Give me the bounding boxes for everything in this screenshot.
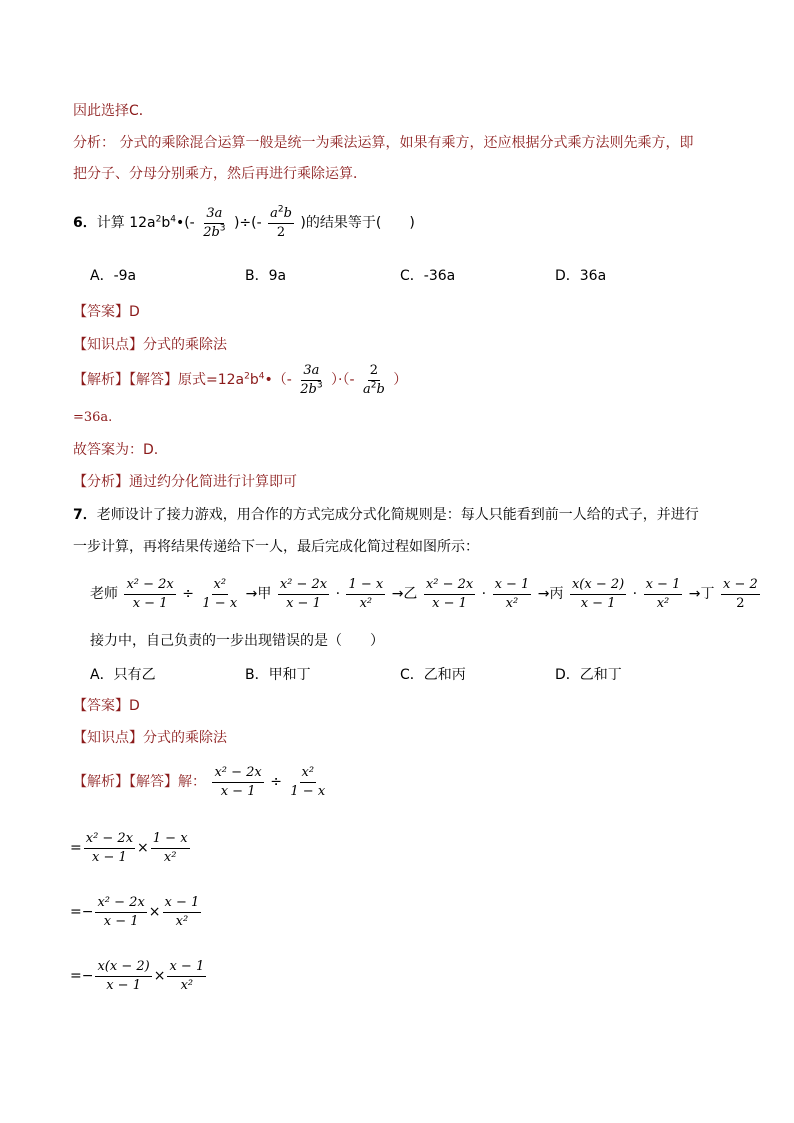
- denominator: x − 1: [220, 783, 256, 799]
- fraction: [200, 576, 239, 613]
- q6-knowledge-point: [73, 335, 227, 355]
- denominator: 1 − x: [290, 783, 326, 799]
- fraction-3a-over-2b3: [298, 362, 324, 399]
- numerator: x² − 2x: [212, 764, 263, 783]
- solution-prefix: 解：: [178, 774, 206, 790]
- question-number: 7．: [73, 507, 97, 523]
- q7-solution-start: [73, 760, 329, 804]
- open-paren: (-: [184, 215, 195, 231]
- numerator-a: a: [270, 205, 278, 221]
- equals: =: [70, 840, 82, 856]
- numerator: x − 1: [167, 958, 206, 977]
- q6-option-d[interactable]: D．36a: [555, 268, 607, 284]
- analysis-label: 【分析】: [73, 474, 129, 490]
- fraction: [84, 830, 135, 867]
- denominator: x²: [163, 849, 177, 865]
- times-sign: ×: [137, 840, 149, 856]
- kp-value: 分式的乘除法: [143, 337, 227, 353]
- fraction-a2b-over-2: [268, 205, 294, 242]
- multiply-dot: ·: [335, 586, 341, 602]
- solution-label: 【解析】【解答】: [73, 774, 178, 790]
- numerator: x − 1: [644, 576, 683, 595]
- fraction: [95, 894, 146, 931]
- dot-operator: •: [264, 372, 273, 388]
- q6-option-b[interactable]: B．9a: [245, 268, 287, 284]
- fraction: [167, 958, 206, 995]
- divide-sign: ÷: [270, 774, 282, 790]
- denominator: x − 1: [132, 595, 168, 611]
- conclusion-text: [73, 101, 153, 121]
- denominator: x − 1: [580, 595, 616, 611]
- open-paren: （-: [272, 372, 292, 388]
- q7-option-c[interactable]: C．乙和丙: [400, 667, 466, 683]
- close-paren: ）: [393, 372, 408, 388]
- multiply-paren: ）·（-: [331, 372, 355, 388]
- denominator: x²: [359, 595, 373, 611]
- fraction: [493, 576, 532, 613]
- q6-option-c[interactable]: C．-36a: [400, 268, 456, 284]
- numerator: 1 − x: [151, 830, 190, 849]
- numerator: x² − 2x: [424, 576, 475, 595]
- numerator: 1 − x: [346, 576, 385, 595]
- fraction: [424, 576, 475, 613]
- exponent: 4: [170, 214, 176, 225]
- q6-result: =36a.: [73, 410, 113, 425]
- numerator: x − 1: [163, 894, 202, 913]
- exponent: 2: [277, 204, 284, 215]
- fraction: [151, 830, 190, 867]
- question-number: 6．: [73, 215, 97, 231]
- fraction: [570, 576, 626, 613]
- relay-chain: [90, 572, 762, 616]
- kp-label: 【知识点】: [73, 337, 143, 353]
- numerator: 3a: [301, 362, 321, 381]
- bing-label: →丙: [537, 586, 564, 602]
- yi-label: →乙: [391, 586, 418, 602]
- teacher-label: 老师: [90, 586, 118, 602]
- denominator: x − 1: [106, 977, 141, 993]
- fraction: [278, 576, 329, 613]
- numerator: x(x − 2): [570, 576, 626, 595]
- fraction: [212, 764, 263, 801]
- fraction: [95, 958, 151, 995]
- denominator: 2: [276, 224, 286, 240]
- analysis-line-2: 把分子、分母分别乘方，然后再进行乘除运算．: [73, 166, 367, 182]
- numerator: x − 2: [721, 576, 760, 595]
- fraction: [644, 576, 683, 613]
- denominator: x − 1: [92, 849, 127, 865]
- numerator: x(x − 2): [95, 958, 151, 977]
- q7-question: 接力中，自己负责的一步出现错误的是（ ）: [90, 633, 384, 649]
- solution-prefix: 原式=12a: [178, 372, 245, 388]
- q7-knowledge-point: [73, 728, 227, 748]
- q7-option-a[interactable]: A．只有乙: [90, 667, 156, 683]
- equals-negative: =−: [70, 968, 94, 984]
- q6-analysis: [73, 472, 297, 492]
- q7-step-3: [70, 954, 208, 998]
- equals-negative: =−: [70, 904, 94, 920]
- denominator: x − 1: [286, 595, 321, 611]
- ding-label: →丁: [688, 586, 715, 602]
- numerator: x² − 2x: [84, 830, 135, 849]
- denominator: x − 1: [432, 595, 467, 611]
- q7-option-b[interactable]: B．甲和丁: [245, 667, 311, 683]
- numerator: x²: [212, 576, 229, 595]
- multiply-dot: ·: [481, 586, 487, 602]
- divide-paren: )÷(-: [233, 215, 262, 231]
- exponent: 3: [316, 380, 323, 391]
- jia-label: →甲: [245, 586, 272, 602]
- q7-step-2: [70, 890, 203, 934]
- denominator: x − 1: [103, 913, 139, 929]
- answer-label: 【答案】: [73, 698, 129, 714]
- exponent: 2: [155, 214, 162, 225]
- times-sign: ×: [153, 968, 166, 984]
- exponent: 4: [258, 371, 265, 382]
- fraction-2-over-a2b: [361, 362, 387, 399]
- denominator: 1 − x: [202, 595, 238, 611]
- fraction-3a-over-2b3: [201, 205, 227, 242]
- fraction: [163, 894, 202, 931]
- solution-label: 【解析】【解答】: [73, 372, 178, 388]
- numerator: x²: [300, 764, 317, 783]
- numerator: 2: [368, 362, 380, 381]
- kp-value: 分式的乘除法: [143, 730, 227, 746]
- conclusion: 因此选择C．: [73, 103, 153, 119]
- numerator: 3a: [204, 205, 224, 224]
- q7-step-1: [70, 826, 192, 870]
- q6-answer: [73, 302, 140, 322]
- answer-label: 【答案】: [73, 304, 129, 320]
- numerator: x² − 2x: [278, 576, 329, 595]
- q6-solution: [73, 358, 407, 402]
- solution-b: b: [249, 372, 259, 388]
- denominator: x²: [505, 595, 519, 611]
- question-7-line-1: [73, 505, 699, 525]
- q6-final: 故答案为：D.: [73, 442, 159, 458]
- q6-option-a[interactable]: A．-9a: [90, 268, 137, 284]
- exponent: 3: [219, 223, 226, 234]
- stem-b: b: [161, 215, 171, 231]
- answer-value: D: [129, 304, 140, 320]
- fraction: [124, 576, 175, 613]
- denominator: 2b: [203, 224, 220, 240]
- denominator: x²: [656, 595, 670, 611]
- fraction: [346, 576, 385, 613]
- kp-label: 【知识点】: [73, 730, 143, 746]
- numerator-b: b: [283, 205, 292, 221]
- denominator: 2b: [300, 381, 317, 397]
- denominator-b: b: [376, 381, 385, 397]
- stem-line-1: 老师设计了接力游戏，用合作的方式完成分式化简规则是：每人只能看到前一人给的式子，并进行: [96, 507, 699, 523]
- numerator: x² − 2x: [95, 894, 146, 913]
- q7-answer: [73, 696, 140, 716]
- denominator-a: a: [363, 381, 371, 397]
- fraction: [721, 576, 760, 613]
- exponent: 2: [244, 371, 250, 382]
- denominator: x²: [175, 913, 189, 929]
- analysis-value: 通过约分化简进行计算即可: [129, 474, 297, 490]
- numerator: x² − 2x: [124, 576, 175, 595]
- stem-prefix: 计算 12a: [96, 215, 156, 231]
- numerator: x − 1: [493, 576, 532, 595]
- stem-suffix: )的结果等于( ): [300, 215, 415, 231]
- times-sign: ×: [148, 904, 161, 920]
- answer-value: D: [129, 698, 140, 714]
- multiply-dot: ·: [632, 586, 638, 602]
- question-7-line-2: 一步计算，再将结果传递给下一人，最后完成化简过程如图所示：: [73, 539, 479, 555]
- exponent: 2: [370, 380, 377, 391]
- fraction: [288, 764, 327, 801]
- dot-operator: •: [175, 215, 185, 231]
- analysis-line-1: 分析： 分式的乘除混合运算一般是统一为乘法运算，如果有乘方，还应根据分式乘方法则先乘方，即: [73, 135, 694, 151]
- q7-option-d[interactable]: D．乙和丁: [555, 667, 622, 683]
- denominator: x²: [180, 977, 194, 993]
- divide-sign: ÷: [182, 586, 194, 602]
- question-6-stem: [73, 201, 415, 245]
- denominator: 2: [736, 595, 745, 611]
